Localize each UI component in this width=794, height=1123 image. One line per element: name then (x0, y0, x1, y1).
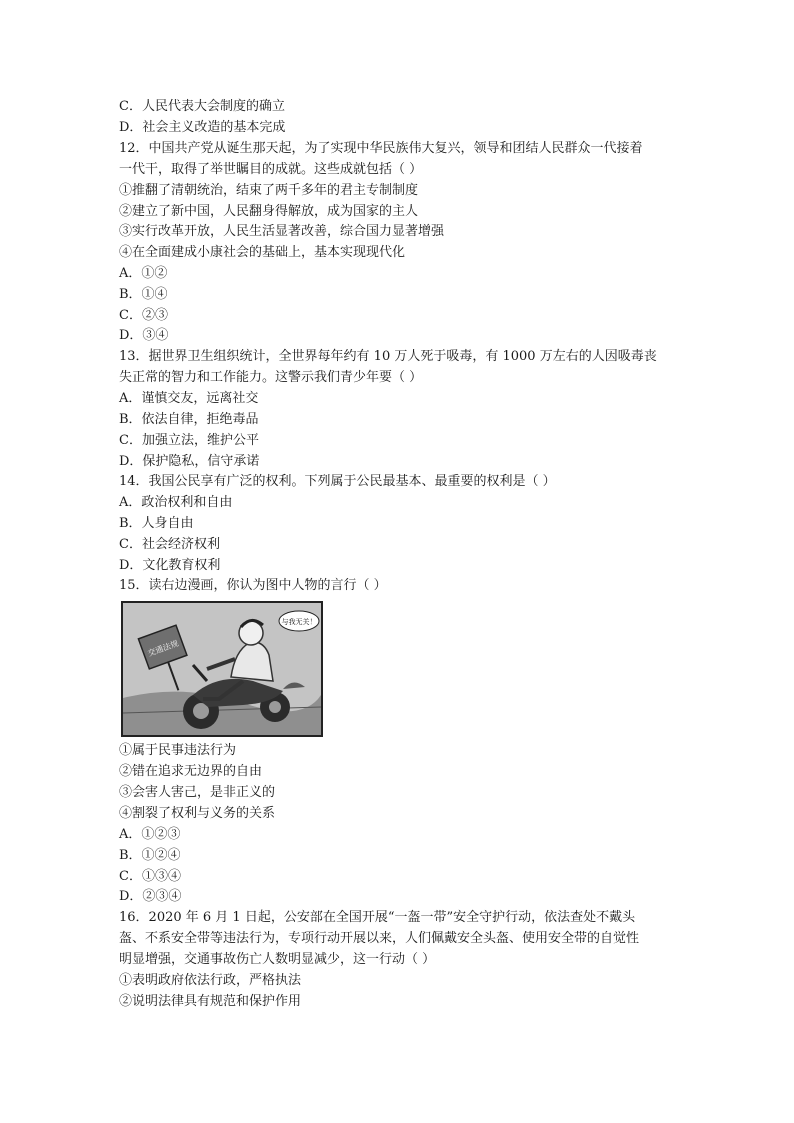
q13-option-c: C．加强立法，维护公平 (119, 433, 259, 448)
q12-option-a: A．①② (119, 266, 168, 281)
q15-option-b: B．①②④ (119, 848, 181, 863)
q15-option-d: D．②③④ (119, 889, 182, 904)
q15-option-c: C．①③④ (119, 869, 181, 884)
q13-option-d: D．保护隐私，信守承诺 (119, 454, 260, 469)
q16-stem-line1: 16．2020 年 6 月 1 日起，公安部在全国开展“一盔一带”安全守护行动，依法查处不戴头 (119, 910, 636, 925)
q15-item-3: ③会害人害己，是非正义的 (119, 785, 276, 800)
q16-stem-line2: 盔、不系安全带等违法行为，专项行动开展以来，人们佩戴安全头盔、使用安全带的自觉性 (119, 931, 640, 946)
cartoon-illustration (123, 603, 321, 735)
cartoon-speech-bubble: 与我无关！ (281, 618, 317, 626)
q12-item-4: ④在全面建成小康社会的基础上，基本实现现代化 (119, 245, 406, 260)
q16-item-1: ①表明政府依法行政，严格执法 (119, 973, 302, 988)
q12-option-d: D．③④ (119, 328, 169, 343)
q15-option-a: A．①②③ (119, 827, 181, 842)
q13-stem-line1: 13．据世界卫生组织统计，全世界每年约有 10 万人死于吸毒，有 1000 万左右的人因吸毒丧 (119, 349, 657, 364)
q15-cartoon-image (121, 601, 323, 737)
q14-option-d: D．文化教育权利 (119, 558, 221, 573)
q12-item-3: ③实行改革开放，人民生活显著改善，综合国力显著增强 (119, 224, 445, 239)
q13-stem-line2: 失正常的智力和工作能力。这警示我们青少年要（ ） (119, 370, 423, 385)
q15-stem: 15．读右边漫画，你认为图中人物的言行（ ） (119, 578, 387, 593)
cartoon-sign-text: 交通法规 (146, 638, 180, 659)
q11-option-c: C．人民代表大会制度的确立 (119, 99, 285, 114)
q12-stem-line1: 12．中国共产党从诞生那天起，为了实现中华民族伟大复兴，领导和团结人民群众一代接着 (119, 141, 643, 156)
q14-option-b: B．人身自由 (119, 516, 194, 531)
q13-option-b: B．依法自律，拒绝毒品 (119, 412, 259, 427)
q14-stem: 14．我国公民享有广泛的权利。下列属于公民最基本、最重要的权利是（ ） (119, 474, 556, 489)
q14-option-c: C．社会经济权利 (119, 537, 220, 552)
q12-option-b: B．①④ (119, 287, 168, 302)
q12-option-c: C．②③ (119, 308, 168, 323)
q15-item-1: ①属于民事违法行为 (119, 743, 237, 758)
q16-item-2: ②说明法律具有规范和保护作用 (119, 994, 302, 1009)
q11-option-d: D．社会主义改造的基本完成 (119, 120, 286, 135)
q16-stem-line3: 明显增强，交通事故伤亡人数明显减少，这一行动（ ） (119, 952, 436, 967)
q12-stem-line2: 一代干，取得了举世瞩目的成就。这些成就包括（ ） (119, 162, 423, 177)
q12-item-2: ②建立了新中国，人民翻身得解放，成为国家的主人 (119, 204, 419, 219)
q15-item-2: ②错在追求无边界的自由 (119, 764, 263, 779)
q14-option-a: A．政治权利和自由 (119, 495, 233, 510)
q15-item-4: ④割裂了权利与义务的关系 (119, 806, 276, 821)
q12-item-1: ①推翻了清朝统治，结束了两千多年的君主专制制度 (119, 183, 419, 198)
q13-option-a: A．谨慎交友，远离社交 (119, 391, 259, 406)
